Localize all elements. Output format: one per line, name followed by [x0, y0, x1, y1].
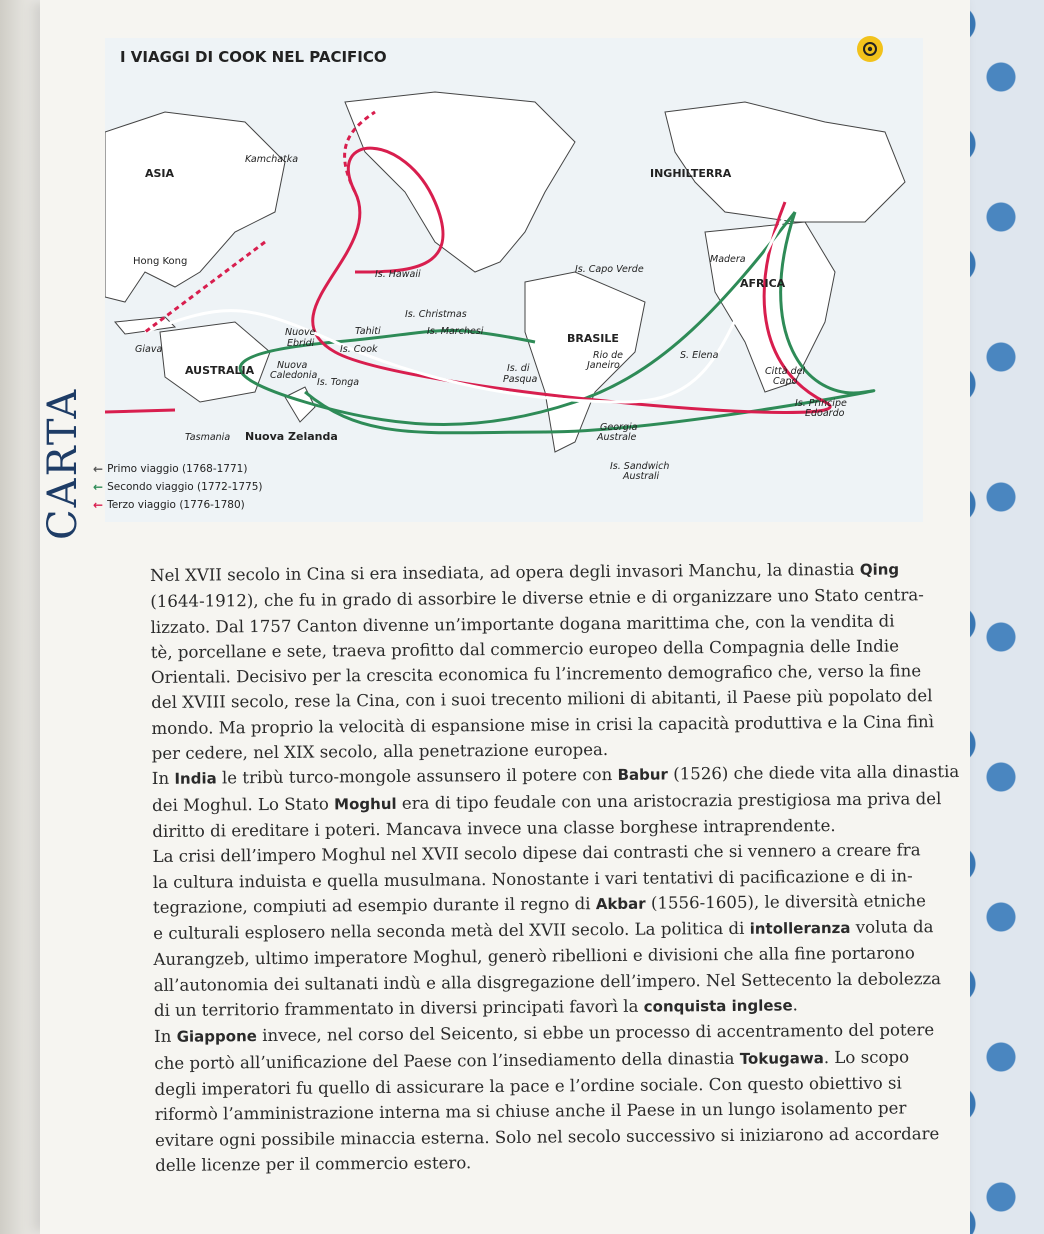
label-principe-1: Is. Principe: [795, 398, 847, 409]
text-run: per cedere, nel XIX secolo, alla penetrazione europea.: [151, 740, 609, 764]
label-cook: Is. Cook: [340, 344, 378, 355]
text-run: Orientali. Decisivo per la crescita economica fu l’incremento demografico che, verso la fine: [150, 661, 922, 688]
text-run: le tribù turco-mongole assunsero il potere con: [216, 765, 618, 788]
text-run: lizzato. Dal 1757 Canton divenne un’importante dogana marittima che, con la vendita di: [150, 611, 895, 637]
bold-term: Babur: [617, 765, 668, 785]
text-run: dei Moghul. Lo Stato: [152, 794, 335, 815]
label-sandwich-1: Is. Sandwich: [610, 461, 670, 472]
label-australia: AUSTRALIA: [185, 364, 255, 377]
route-third-voyage-west: [105, 410, 175, 412]
label-asia: ASIA: [145, 167, 175, 180]
text-run: Nel XVII secolo in Cina si era insediata, ad opera degli invasori Manchu, la dinastia: [150, 559, 860, 585]
text-run: tè, porcellane e sete, traeva profitto dal commercio europeo della Compagnia delle Indie: [150, 636, 900, 662]
text-run: In: [151, 769, 175, 789]
legend-label: Terzo viaggio (1776-1780): [107, 499, 245, 511]
label-capo-verde: Is. Capo Verde: [575, 264, 644, 275]
landmass-australia: [160, 322, 270, 402]
text-run: e culturali esplosero nella seconda metà del XVII secolo. La politica di: [153, 918, 750, 944]
text-run: era di tipo feudale con una aristocrazia prestigiosa ma priva del: [396, 788, 942, 813]
legend-arrow-icon: ←: [93, 462, 104, 476]
label-tasmania: Tasmania: [185, 432, 231, 443]
paragraph: [152, 759, 973, 844]
label-hawaii: Is. Hawaii: [375, 269, 421, 280]
paragraph: [152, 837, 974, 1024]
bold-term: India: [174, 769, 217, 789]
label-citta-capo-2: Capo: [773, 376, 798, 387]
label-inghilterra: INGHILTERRA: [650, 167, 732, 180]
text-run: delle licenze per il commercio estero.: [155, 1153, 472, 1175]
map-title: I VIAGGI DI COOK NEL PACIFICO: [120, 48, 387, 66]
bold-term: Tokugawa: [739, 1048, 824, 1068]
legend-item: [93, 460, 262, 478]
label-pasqua-2: Pasqua: [503, 374, 538, 385]
label-nuova-caledonia-2: Caledonia: [270, 370, 318, 381]
legend-item: [93, 478, 262, 496]
label-rio-2: Janeiro: [587, 360, 620, 371]
landmass-north-america: [345, 92, 575, 272]
label-sandwich-2: Australi: [623, 471, 660, 482]
label-tonga: Is. Tonga: [317, 377, 360, 388]
carta-side-label: CARTA: [40, 387, 86, 540]
label-citta-capo-1: Città del: [765, 366, 806, 377]
text-run: che portò all’unificazione del Paese con l’insediamento della dinastia: [154, 1048, 740, 1073]
bold-term: Qing: [859, 560, 900, 579]
text-run: del XVIII secolo, rese la Cina, con i suoi trecento milioni di abitanti, il Paese più popolato del: [151, 686, 933, 713]
legend-label: Primo viaggio (1768-1771): [107, 463, 248, 475]
legend-label: Secondo viaggio (1772-1775): [107, 481, 263, 493]
text-run: evitare ogni possibile minaccia esterna. Solo nel secolo successivo si iniziarono ad accordare: [154, 1123, 940, 1150]
label-nuova-zelanda: Nuova Zelanda: [245, 430, 338, 443]
label-giava: Giava: [135, 344, 163, 355]
bold-term: conquista inglese: [643, 996, 793, 1016]
bold-term: Giappone: [176, 1027, 257, 1047]
bold-term: Moghul: [334, 794, 397, 814]
text-run: degli imperatori fu quello di assicurare la pace e l’ordine sociale. Con questo obiettivo si: [154, 1073, 902, 1099]
label-pasqua-1: Is. di: [507, 363, 530, 374]
text-run: invece, nel corso del Seicento, si ebbe un processo di accentramento del potere: [256, 1020, 935, 1046]
paragraph: [150, 556, 972, 767]
landmass-asia: [105, 112, 285, 302]
text-run: diritto di ereditare i poteri. Mancava invece una classe borghese intraprendente.: [152, 815, 836, 841]
label-christmas: Is. Christmas: [405, 309, 467, 320]
label-georgia-1: Georgia: [600, 422, 638, 433]
legend-item: [93, 496, 262, 514]
bold-term: intolleranza: [749, 919, 851, 938]
text-run: all’autonomia dei sultanati indù e alla disgregazione dell’impero. Nel Settecento la debolezza: [153, 968, 942, 995]
text-run: di un territorio frammentato in diversi principati favorì la: [153, 996, 644, 1021]
label-nuove-ebridi-1: Nuove: [285, 327, 316, 338]
bold-term: Akbar: [595, 894, 646, 913]
label-georgia-2: Australe: [597, 432, 637, 443]
legend-arrow-icon: ←: [93, 480, 104, 494]
text-run: voluta da: [850, 917, 934, 938]
text-run: . Lo scopo: [823, 1047, 910, 1067]
label-africa: AFRICA: [740, 277, 786, 290]
text-run: .: [792, 995, 798, 1015]
paragraph: [154, 1017, 975, 1178]
text-run: (1556-1605), le diversità etniche: [645, 891, 926, 913]
text-run: tegrazione, compiuti ad esempio durante il regno di: [152, 893, 596, 917]
label-rio-1: Rio de: [593, 350, 623, 361]
label-s-elena: S. Elena: [680, 350, 719, 361]
cook-voyages-map: [105, 72, 923, 522]
label-brasile: BRASILE: [567, 332, 619, 345]
text-run: mondo. Ma proprio la velocità di espansione mise in crisi la capacità produttiva e la Cina finì: [151, 711, 935, 738]
label-madera: Madera: [710, 254, 746, 265]
text-run: la cultura induista e quella musulmana. Nonostante i vari tentativi di pacificazione e di in-: [152, 865, 913, 892]
text-run: (1526) che diede vita alla dinastia: [667, 762, 960, 784]
label-nuove-ebridi-2: Ebridi: [287, 338, 315, 349]
label-tahiti: Tahiti: [355, 326, 381, 337]
map-target-icon: [857, 36, 883, 62]
label-marchesi: Is. Marchesi: [427, 326, 484, 337]
text-run: riformò l’amministrazione interna ma si chiuse anche il Paese in un lungo isolamento per: [154, 1098, 907, 1125]
text-run: In: [154, 1027, 177, 1047]
label-nuova-caledonia-1: Nuova: [277, 360, 308, 371]
map-legend: [93, 460, 262, 514]
text-run: La crisi dell’impero Moghul nel XVII secolo dipese dai contrasti che si vennero a creare fra: [152, 840, 921, 867]
label-hong-kong: Hong Kong: [133, 256, 188, 267]
label-principe-2: Edoardo: [805, 408, 845, 419]
text-run: Aurangzeb, ultimo imperatore Moghul, generò ribellioni e divisioni che alla fine portarono: [153, 943, 915, 970]
label-kamchatka: Kamchatka: [245, 154, 299, 165]
legend-arrow-icon: ←: [93, 498, 104, 512]
text-run: (1644-1912), che fu in grado di assorbire le diverse etnie e di organizzare uno Stato centra-: [150, 585, 924, 612]
body-text: [150, 556, 975, 1178]
